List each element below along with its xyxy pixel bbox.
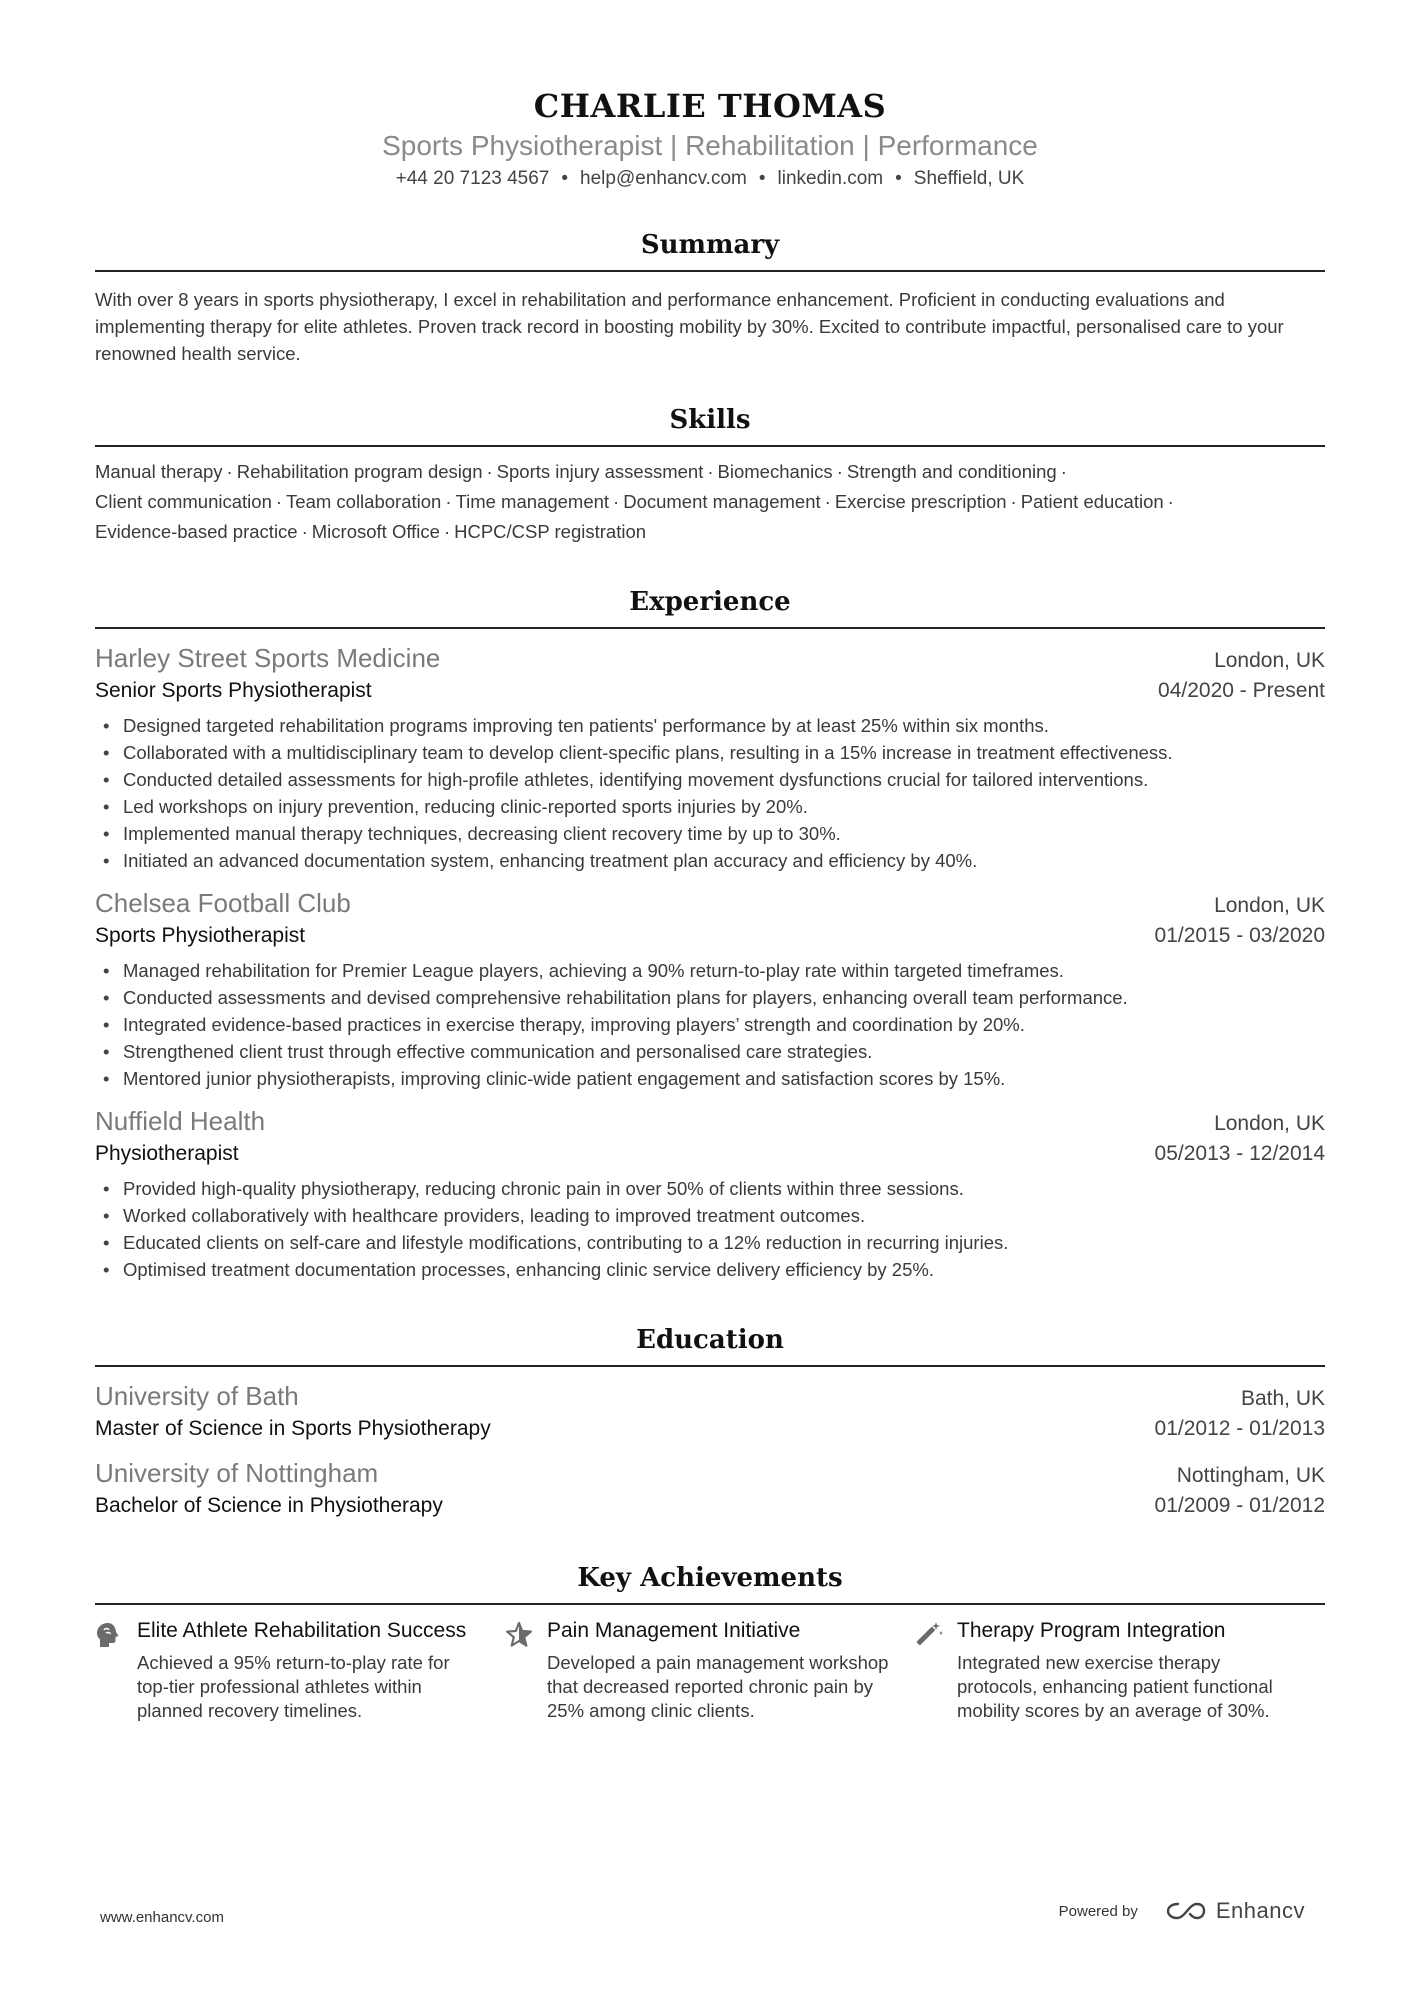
achievement-title: Elite Athlete Rehabilitation Success [137, 1619, 467, 1642]
resume-header [95, 0, 1325, 192]
skill-item: Client communication [95, 491, 272, 512]
education-entry [95, 1456, 1325, 1521]
skill-separator: · [275, 491, 283, 512]
education-entry [95, 1379, 1325, 1444]
achievement-item [915, 1617, 1325, 1723]
degree-name: Bachelor of Science in Physiotherapy [95, 1494, 443, 1517]
skill-separator: · [1167, 491, 1174, 512]
skill-separator: · [1010, 491, 1017, 512]
job-bullet: • Initiated an advanced documentation system, enhancing treatment plan accuracy and efficiency by 40%. [95, 847, 1325, 874]
section-heading: Summary [95, 228, 1325, 272]
experience-list [95, 641, 1325, 1283]
school-name: University of Nottingham [95, 1458, 379, 1488]
experience-role-row [95, 676, 1325, 706]
footer-branding [1059, 1898, 1305, 1924]
achievement-description: Achieved a 95% return-to-play rate for top-tier professional athletes within planned recovery timelines. [137, 1652, 450, 1721]
achievements-grid [95, 1617, 1325, 1723]
achievement-item [505, 1617, 915, 1723]
achievement-body [137, 1617, 505, 1723]
skill-item: Strength and conditioning [846, 461, 1057, 482]
company-name: Harley Street Sports Medicine [95, 643, 441, 673]
education-degree-row [95, 1414, 1325, 1444]
job-role: Physiotherapist [95, 1142, 239, 1165]
star-icon [505, 1617, 547, 1723]
job-bullet: • Optimised treatment documentation processes, enhancing clinic service delivery efficiency by 25%. [95, 1256, 1325, 1283]
skill-item: Team collaboration [286, 491, 442, 512]
summary-section [95, 228, 1325, 367]
job-bullet: • Led workshops on injury prevention, reducing clinic-reported sports injuries by 20%. [95, 793, 1325, 820]
skill-item: Sports injury assessment [496, 461, 704, 482]
achievement-description: Integrated new exercise therapy protocols, enhancing patient functional mobility scores by an average of 30%. [957, 1652, 1273, 1721]
contact-email[interactable]: help@enhancv.com [580, 168, 747, 189]
education-header-row [95, 1379, 1325, 1414]
job-bullet: • Implemented manual therapy techniques, decreasing client recovery time by up to 30%. [95, 820, 1325, 847]
job-bullet: • Educated clients on self-care and lifestyle modifications, contributing to a 12% reduction in recurring injuries. [95, 1229, 1325, 1256]
school-name: University of Bath [95, 1381, 299, 1411]
skills-section [95, 403, 1325, 547]
achievement-body [957, 1617, 1325, 1723]
magic-wand-icon [915, 1617, 957, 1723]
achievement-title: Pain Management Initiative [547, 1619, 801, 1642]
skill-item: Exercise prescription [834, 491, 1007, 512]
skill-item: Document management [623, 491, 821, 512]
education-header-row [95, 1456, 1325, 1491]
skill-item: Time management [455, 491, 610, 512]
skill-separator: · [486, 461, 493, 482]
education-list [95, 1379, 1325, 1521]
skill-separator: · [707, 461, 714, 482]
job-bullets [95, 1175, 1325, 1283]
education-dates: 01/2009 - 01/2012 [1154, 1494, 1325, 1517]
skill-item: Patient education [1020, 491, 1164, 512]
skill-item: Manual therapy [95, 461, 223, 482]
job-dates: 04/2020 - Present [1158, 679, 1325, 702]
brand-name: Enhancv [1215, 1898, 1305, 1923]
powered-by-label: Powered by [1058, 1902, 1138, 1920]
job-bullet: • Designed targeted rehabilitation programs improving ten patients' performance by at least 25% within six months. [95, 712, 1325, 739]
contact-phone: +44 20 7123 4567 [395, 168, 550, 189]
experience-role-row [95, 921, 1325, 951]
footer-website[interactable]: www.enhancv.com [100, 1909, 224, 1926]
skill-separator: · [836, 461, 843, 482]
experience-role-row [95, 1139, 1325, 1169]
job-role: Senior Sports Physiotherapist [95, 679, 372, 702]
job-bullet: • Managed rehabilitation for Premier League players, achieving a 90% return-to-play rate within targeted timeframes. [95, 957, 1325, 984]
section-heading: Experience [95, 585, 1325, 629]
brain-head-icon [95, 1617, 137, 1723]
skill-separator: · [824, 491, 831, 512]
job-location: London, UK [1214, 1112, 1325, 1135]
section-heading: Skills [95, 403, 1325, 447]
skills-line [95, 487, 1325, 517]
experience-entry [95, 1104, 1325, 1283]
contact-linkedin[interactable]: linkedin.com [777, 168, 884, 189]
achievement-item [95, 1617, 505, 1723]
school-location: Nottingham, UK [1176, 1464, 1325, 1487]
skills-list [95, 457, 1325, 547]
experience-header-row [95, 641, 1325, 676]
brand-logo[interactable] [1164, 1898, 1305, 1924]
skill-item: Microsoft Office [311, 521, 440, 542]
school-location: Bath, UK [1240, 1387, 1325, 1410]
contact-separator: • [758, 168, 766, 189]
education-section [95, 1323, 1325, 1521]
skills-line [95, 517, 1325, 547]
job-bullets [95, 712, 1325, 874]
skill-separator: · [226, 461, 233, 482]
skill-separator: · [1060, 461, 1067, 482]
degree-name: Master of Science in Sports Physiotherapy [95, 1417, 491, 1440]
contact-location: Sheffield, UK [913, 168, 1025, 189]
achievement-body [547, 1617, 915, 1723]
company-name: Chelsea Football Club [95, 888, 351, 918]
job-bullet: • Conducted detailed assessments for high-profile athletes, identifying movement dysfunctions crucial for tailored interventions. [95, 766, 1325, 793]
experience-entry [95, 886, 1325, 1092]
skill-item: Rehabilitation program design [236, 461, 483, 482]
skill-separator: · [301, 521, 308, 542]
contact-separator: • [895, 168, 902, 189]
job-location: London, UK [1214, 894, 1325, 917]
job-bullet: • Provided high-quality physiotherapy, reducing chronic pain in over 50% of clients within three sessions. [95, 1175, 1325, 1202]
job-dates: 05/2013 - 12/2014 [1154, 1142, 1325, 1165]
experience-section [95, 585, 1325, 1283]
education-dates: 01/2012 - 01/2013 [1154, 1417, 1325, 1440]
achievements-section [95, 1561, 1325, 1723]
achievement-description: Developed a pain management workshop that decreased reported chronic pain by 25% among clinic clients. [547, 1652, 889, 1721]
job-bullet: • Integrated evidence-based practices in exercise therapy, improving players’ strength and coordination by 20%. [95, 1011, 1325, 1038]
experience-header-row [95, 1104, 1325, 1139]
skill-item: Biomechanics [717, 461, 833, 482]
job-bullet: • Strengthened client trust through effective communication and personalised care strategies. [95, 1038, 1325, 1065]
section-heading: Key Achievements [95, 1561, 1325, 1605]
education-degree-row [95, 1491, 1325, 1521]
skill-item: HCPC/CSP registration [454, 521, 647, 542]
achievement-title: Therapy Program Integration [957, 1619, 1226, 1642]
candidate-name: CHARLIE THOMAS [533, 87, 887, 125]
job-bullet: • Conducted assessments and devised comprehensive rehabilitation plans for players, enhancing overall team performance. [95, 984, 1325, 1011]
skill-separator: · [613, 491, 620, 512]
enhancv-logo-icon [1164, 1900, 1208, 1922]
skills-line [95, 457, 1325, 487]
skill-separator: · [445, 491, 452, 512]
skill-separator: · [443, 521, 451, 542]
skill-item: Evidence-based practice [95, 521, 298, 542]
contact-line [95, 166, 1325, 192]
job-location: London, UK [1214, 649, 1325, 672]
job-bullet: • Collaborated with a multidisciplinary team to develop client-specific plans, resulting in a 15% increase in treatment effectiveness. [95, 739, 1325, 766]
summary-text: With over 8 years in sports physiotherapy, I excel in rehabilitation and performance enhancement. Proficient in conducting evaluations and implementing therapy for elite athletes. Proven track record in boosting mobility by 30%. Excited to contribute impactful, personalised care to your renowned health service. [95, 289, 1284, 364]
job-role: Sports Physiotherapist [95, 924, 306, 947]
contact-separator: • [561, 168, 569, 189]
section-heading: Education [95, 1323, 1325, 1367]
candidate-title: Sports Physiotherapist | Rehabilitation | Performance [382, 130, 1038, 161]
experience-header-row [95, 886, 1325, 921]
experience-entry [95, 641, 1325, 874]
job-bullet: • Mentored junior physiotherapists, improving clinic-wide patient engagement and satisfaction scores by 15%. [95, 1065, 1325, 1092]
job-bullets [95, 957, 1325, 1092]
job-dates: 01/2015 - 03/2020 [1154, 924, 1325, 947]
company-name: Nuffield Health [95, 1106, 266, 1136]
resume-page [95, 0, 1325, 1723]
job-bullet: • Worked collaboratively with healthcare providers, leading to improved treatment outcomes. [95, 1202, 1325, 1229]
